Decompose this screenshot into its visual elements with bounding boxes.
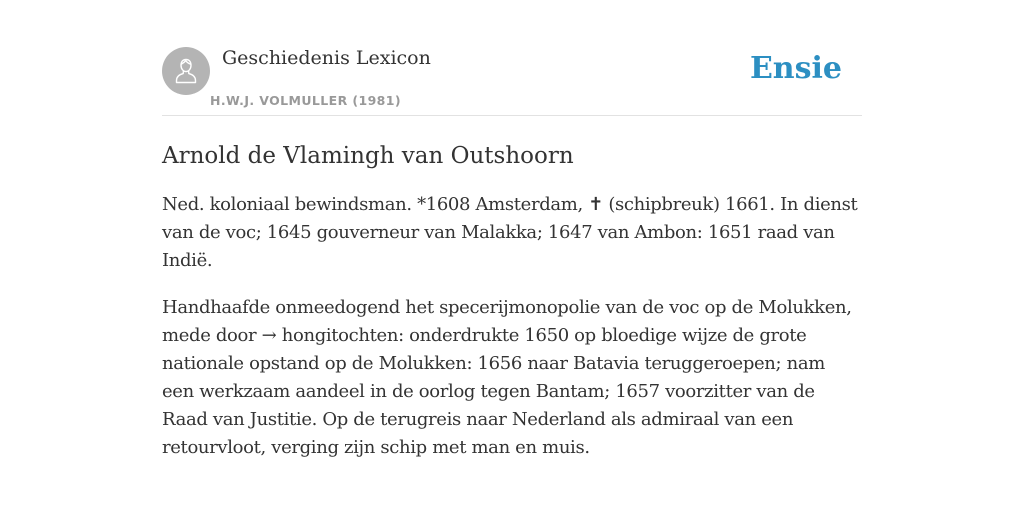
source-title[interactable]: Geschiedenis Lexicon	[222, 47, 431, 69]
source-avatar[interactable]	[162, 47, 210, 95]
article-title: Arnold de Vlamingh van Outshoorn	[162, 143, 574, 169]
source-author[interactable]: H.W.J. VOLMULLER (1981)	[210, 93, 401, 108]
article-body	[162, 191, 862, 462]
page	[162, 0, 862, 481]
ensie-logo[interactable]: Ensie	[749, 51, 842, 86]
source-header	[162, 0, 862, 116]
user-icon	[174, 57, 198, 85]
article-paragraph-1: Ned. koloniaal bewindsman. *1608 Amsterdam, ✝ (schipbreuk) 1661. In dienst van de voc; 1645 gouverneur van Malakka; 1647 van Ambon: 1651 raad van Indië.	[162, 194, 858, 271]
article-paragraph-2: Handhaafde onmeedogend het specerijmonopolie van de voc op de Molukken, mede door → hongitochten: onderdrukte 1650 op bloedige wijze de grote nationale opstand op de Molukken: 1656 naar Batavia teruggeroepen; nam een werkzaam aandeel in de oorlog tegen Bantam; 1657 voorzitter van de Raad van Justitie. Op de terugreis naar Nederland als admiraal van een retourvloot, verging zijn schip met man en muis.	[162, 297, 852, 458]
